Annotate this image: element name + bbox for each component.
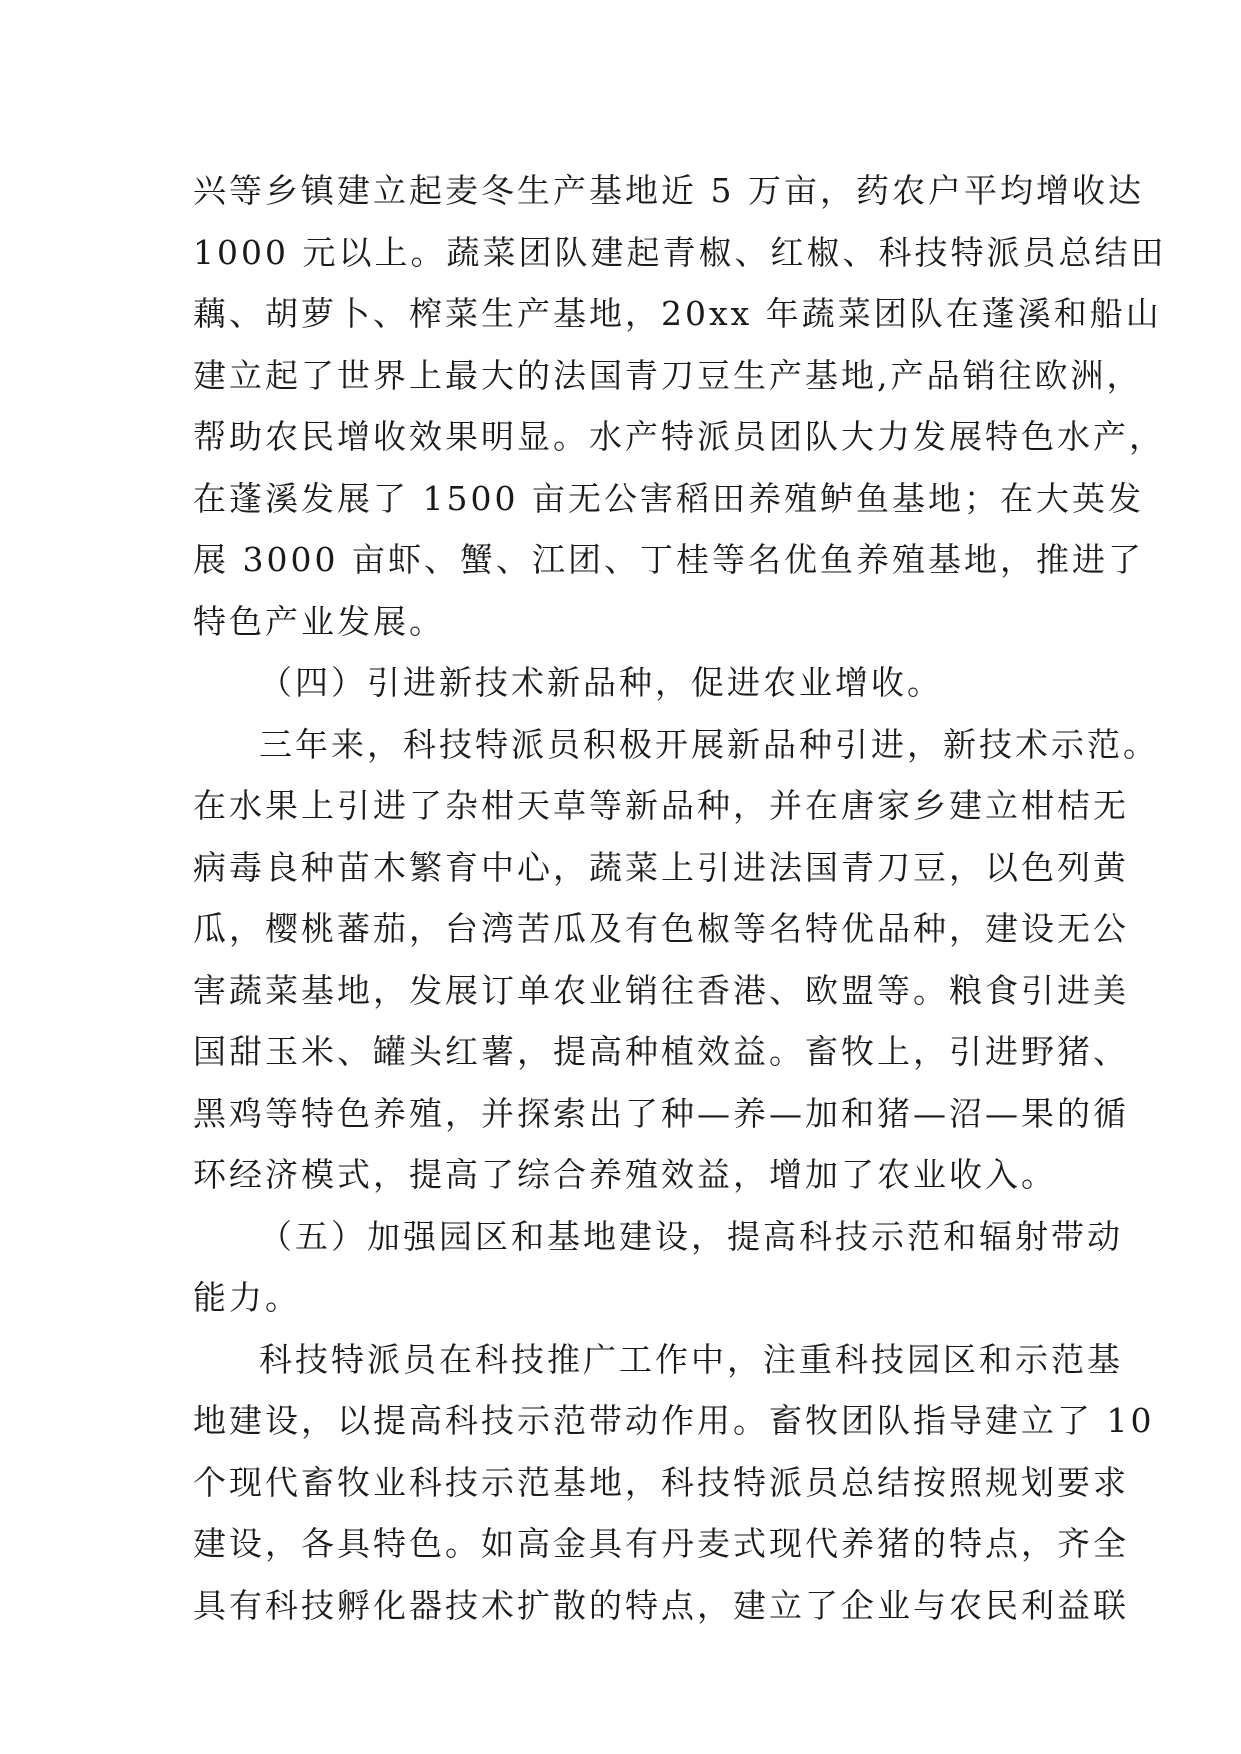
text-line: 特色产业发展。 <box>193 601 445 641</box>
paragraph-start-line: 三年来，科技特派员积极开展新品种引进，新技术示范。 <box>259 724 1159 764</box>
text-line: 藕、胡萝卜、榨菜生产基地，20xx 年蔬菜团队在蓬溪和船山 <box>193 294 1162 333</box>
paragraph-start-line: 科技特派员在科技推广工作中，注重科技园区和示范基 <box>259 1339 1123 1379</box>
text-line: 1000 元以上。蔬菜团队建起青椒、红椒、科技特派员总结田 <box>193 232 1167 272</box>
text-line: 瓜，樱桃蕃茄，台湾苦瓜及有色椒等名特优品种，建设无公 <box>193 909 1129 948</box>
text-line: 在水果上引进了杂柑天草等新品种，并在唐家乡建立柑桔无 <box>193 786 1129 825</box>
section-heading: （五）加强园区和基地建设，提高科技示范和辐射带动 <box>259 1216 1123 1256</box>
text-line: 建设，各具特色。如高金具有丹麦式现代养猪的特点，齐全 <box>193 1524 1129 1563</box>
section-heading-continuation: 能力。 <box>193 1278 301 1317</box>
text-line: 国甜玉米、罐头红薯，提高种植效益。畜牧上，引进野猪、 <box>193 1032 1129 1071</box>
section-heading: （四）引进新技术新品种，促进农业增收。 <box>259 663 943 702</box>
text-line: 帮助农民增收效果明显。水产特派员团队大力发展特色水产， <box>193 417 1165 456</box>
text-line: 害蔬菜基地，发展订单农业销往香港、欧盟等。粮食引进美 <box>193 970 1129 1010</box>
text-line: 展 3000 亩虾、蟹、江团、丁桂等名优鱼养殖基地，推进了 <box>193 540 1144 579</box>
text-line: 黑鸡等特色养殖，并探索出了种—养—加和猪—沼—果的循 <box>193 1093 1129 1133</box>
text-line: 个现代畜牧业科技示范基地，科技特派员总结按照规划要求 <box>193 1462 1129 1502</box>
text-line: 地建设，以提高科技示范带动作用。畜牧团队指导建立了 10 <box>193 1401 1155 1440</box>
text-line: 建立起了世界上最大的法国青刀豆生产基地,产品销往欧洲， <box>193 355 1143 395</box>
text-line: 兴等乡镇建立起麦冬生产基地近 5 万亩，药农户平均增收达 <box>193 171 1144 210</box>
text-line: 病毒良种苗木繁育中心，蔬菜上引进法国青刀豆，以色列黄 <box>193 847 1129 887</box>
text-line: 具有科技孵化器技术扩散的特点，建立了企业与农民利益联 <box>193 1585 1129 1625</box>
document-body <box>193 160 1167 1636</box>
text-line: 环经济模式，提高了综合养殖效益，增加了农业收入。 <box>193 1155 1057 1194</box>
text-line: 在蓬溪发展了 1500 亩无公害稻田养殖鲈鱼基地；在大英发 <box>193 478 1144 518</box>
